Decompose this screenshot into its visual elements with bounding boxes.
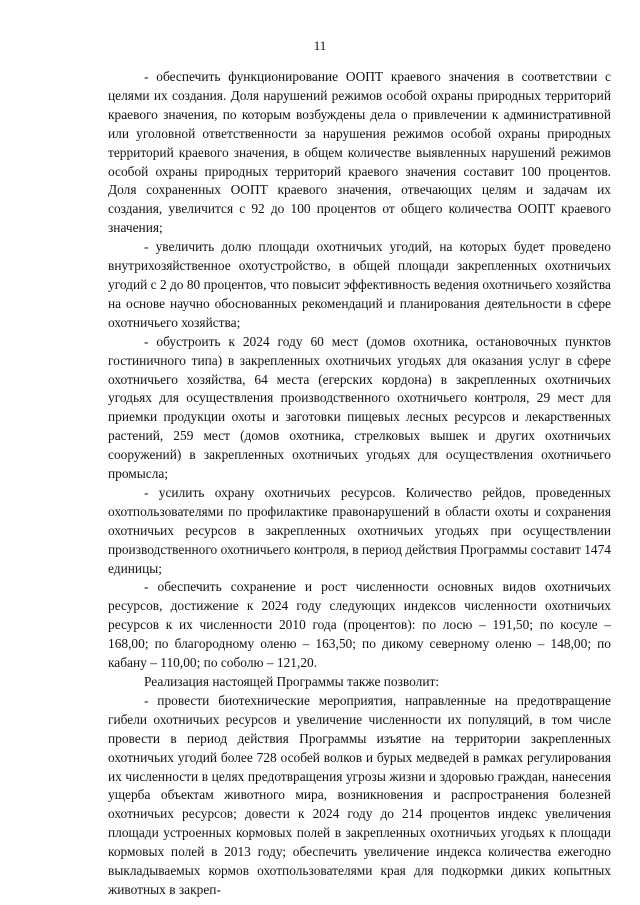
document-body bbox=[108, 68, 611, 900]
paragraph-population-indices: - обеспечить сохранение и рост численности основных видов охотничьих ресурсов, достижение к 2024 году следующих индексов численности охотничьих ресурсов к их численности 2010 года (процентов): по лосю – 191,50; по косуле – 168,00; по благородному оленю – 163,50; по дикому северному оленю – 148,00; по кабану – 110,00; по соболю – 121,20. bbox=[108, 579, 611, 671]
paragraph-hunting-land-share: - увеличить долю площади охотничьих угодий, на которых будет проведено внутрихозяйственное охотустройство, в общей площади закрепленных охотничьих угодий с 2 до 80 процентов, что повысит эффективность ведения охотничьего хозяйства на основе научно обоснованных рекомендаций и планирования деятельности в сфере охотничьего хозяйства; bbox=[108, 239, 611, 330]
paragraph-hunting-facilities: - обустроить к 2024 году 60 мест (домов охотника, остановочных пунктов гостиничного типа) в закрепленных охотничьих угодьях для оказания услуг в сфере охотничьего хозяйства, 64 места (егерских кордона) в закрепленных охотничьих угодьях для осуществления производственного охотничьего контроля, 29 мест для приемки продукции охоты и заготовки пищевых лесных ресурсов и лекарственных растений, 259 мест (домов охотника, стрелковых вышек и других охотничьих сооружений) в закрепленных охотничьих угодьях для осуществления охотничьего промысла; bbox=[108, 333, 611, 482]
page-number: 11 bbox=[313, 38, 327, 53]
paragraph-hunting-protection: - усилить охрану охотничьих ресурсов. Количество рейдов, проведенных охотпользователями по профилактике правонарушений в области охоты и сохранения охотничьих ресурсов в закрепленных охотничьих угодьях при осуществлении производственного охотничьего контроля, в период действия Программы составит 1474 единицы; bbox=[108, 484, 611, 576]
paragraph-biotechnical-measures: - провести биотехнические мероприятия, направленные на предотвращение гибели охотничьих ресурсов и увеличение численности их популяций, в том числе провести в период действия Программы изъятие на территории закрепленных охотничьих угодий более 728 особей волков и бурых медведей в рамках регулирования их численности в целях предотвращения угрозы жизни и здоровью граждан, нанесения ущерба объектам животного мира, возникновения и распространения болезней охотничьих ресурсов; довести к 2024 году до 214 процентов индекс увеличения площади устроенных кормовых полей в закрепленных охотничьих угодьях к площади кормовых полей в 2013 году; обеспечить увеличение индекса количества ежегодно выкладываемых кормов охотпользователями края для подкормки диких копытных животных в закреп- bbox=[108, 692, 611, 897]
paragraph-program-also-allows: Реализация настоящей Программы также позволит: bbox=[144, 674, 440, 689]
paragraph-protected-areas: - обеспечить функционирование ООПТ краевого значения в соответствии с целями их создания. Доля нарушений режимов особой охраны природных территорий краевого значения, по которым возбуждены дела о привлечении к административной или уголовной ответственности за нарушения режимов особой охраны природных территорий краевого значения, в общем количестве выявленных нарушений режимов особой охраны природных территорий краевого значения составит 100 процентов. Доля сохраненных ООПТ краевого значения, отвечающих целям и задачам их создания, увеличится с 92 до 100 процентов от общего количества ООПТ краевого значения; bbox=[108, 69, 611, 236]
